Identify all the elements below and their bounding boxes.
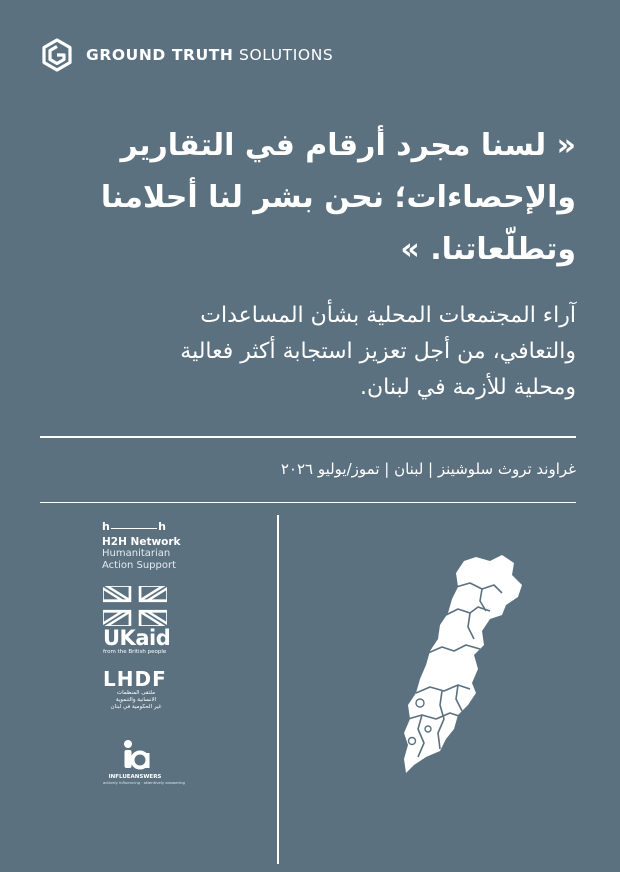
lhdf-name: LHDF [103, 667, 167, 691]
subtitle-line-2: والتعافي، من أجل تعزيز استجابة أكثر فعالية [180, 339, 576, 364]
ground-truth-logo-icon [40, 38, 74, 72]
quote-line-1: « لسنا مجرد أرقام في التقارير [120, 128, 576, 163]
h2h-line-2: Action Support [102, 560, 177, 571]
influanswers-logo [103, 738, 185, 785]
influanswers-tagline: actively influencing · attentively answering [103, 780, 185, 785]
quote-line-2: والإحصاءات؛ نحن بشر لنا أحلامنا [100, 180, 576, 215]
h2h-mark-icon [102, 522, 166, 532]
subtitle-line-1: آراء المجتمعات المحلية بشأن المساعدات [200, 303, 576, 328]
lhdf-arabic-3: غير الحكومية في لبنان [110, 704, 162, 710]
h2h-mark-left: h [102, 520, 110, 533]
header [40, 38, 333, 72]
lhdf-arabic-2: الانسانية والتنموية [115, 697, 157, 703]
union-jack-icon [103, 586, 167, 626]
divider-top [40, 436, 576, 438]
ukaid-tagline: from the British people [103, 649, 167, 655]
influanswers-mark-icon [118, 738, 152, 772]
h2h-mark-right: h [158, 520, 166, 533]
brand-name-bold: GROUND TRUTH [86, 46, 234, 64]
influanswers-name: INFLUEANSWERS [108, 774, 162, 780]
h2h-name: H2H Network [102, 536, 181, 548]
h2h-line-1: Humanitarian [102, 548, 171, 559]
cover-subtitle [36, 298, 576, 406]
divider-bottom [40, 502, 576, 503]
h2h-network-logo [102, 522, 181, 572]
ukaid-logo: UKaid [103, 626, 171, 650]
subtitle-line-3: ومحلية للأزمة في لبنان. [359, 375, 576, 400]
lhdf-logo [103, 668, 169, 711]
lebanon-map-icon [398, 553, 530, 785]
lhdf-arabic-1: ملتقى المنظمات [116, 690, 156, 696]
quote-line-3: وتطلّعاتنا. » [400, 232, 576, 267]
publication-meta: غراوند تروث سلوشينز | لبنان | تموز/يوليو ٢٠٢٦ [280, 460, 576, 478]
brand-name [86, 46, 333, 64]
cover-quote-title [36, 120, 576, 276]
vertical-divider [277, 515, 279, 864]
brand-name-light: SOLUTIONS [239, 46, 334, 64]
